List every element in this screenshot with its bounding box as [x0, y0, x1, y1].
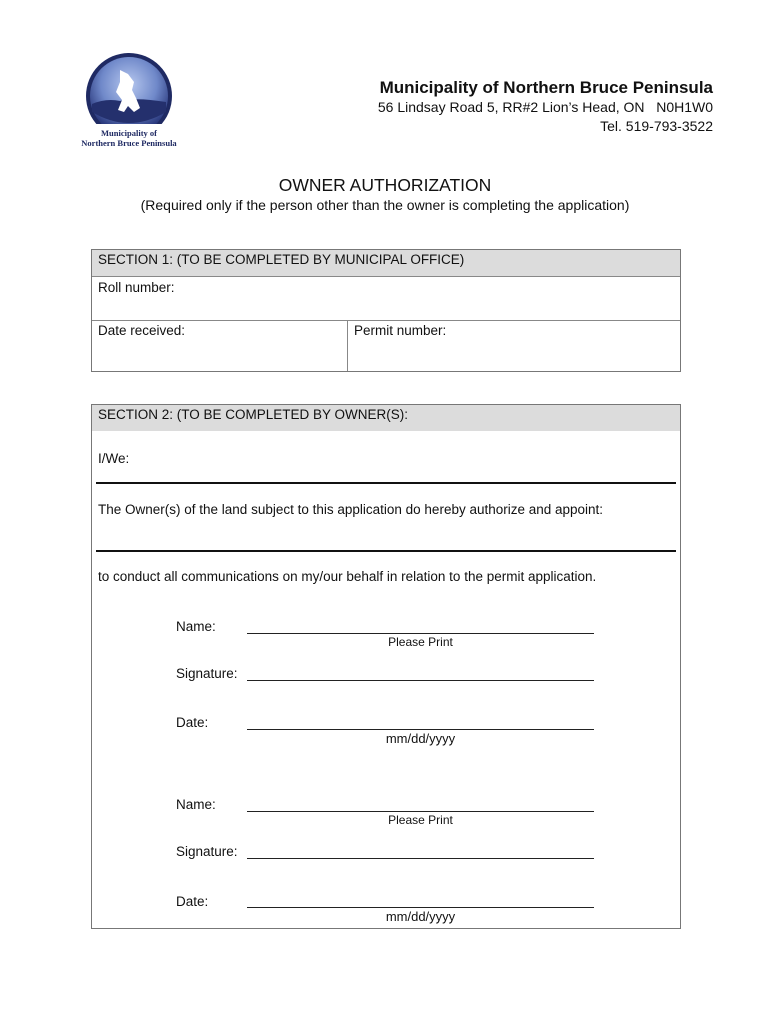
appointee-line[interactable] — [96, 550, 676, 552]
name-label: Name: — [176, 797, 216, 812]
section1-box — [91, 249, 681, 372]
svg-text:Municipality of: Municipality of — [101, 128, 157, 138]
date-format-hint: mm/dd/yyyy — [385, 731, 456, 746]
authorize-text: The Owner(s) of the land subject to this application do hereby authorize and appoint: — [98, 502, 604, 517]
date-format-hint: mm/dd/yyyy — [385, 909, 456, 924]
please-print-hint: Please Print — [388, 813, 453, 827]
section1-heading: SECTION 1: (TO BE COMPLETED BY MUNICIPAL OFFICE) — [92, 250, 680, 277]
permit-number-label: Permit number: — [354, 323, 447, 338]
date-label: Date: — [176, 894, 209, 909]
form-subtitle: (Required only if the person other than the owner is completing the application) — [140, 197, 630, 213]
signature-label: Signature: — [176, 666, 238, 681]
iwe-line[interactable] — [96, 482, 676, 484]
section2-box — [91, 404, 681, 929]
svg-text:Northern Bruce Peninsula: Northern Bruce Peninsula — [81, 138, 177, 148]
org-name: Municipality of Northern Bruce Peninsula — [379, 78, 713, 97]
logo-seal-icon — [76, 52, 182, 152]
org-address: 56 Lindsay Road 5, RR#2 Lion’s Head, ON N0H1W0 — [377, 99, 713, 115]
org-info — [378, 78, 713, 136]
roll-number-label: Roll number: — [98, 280, 175, 295]
date-received-label: Date received: — [98, 323, 186, 338]
iwe-label: I/We: — [98, 451, 130, 466]
org-phone: Tel. 519-793-3522 — [600, 118, 713, 134]
name-label: Name: — [176, 619, 216, 634]
section2-heading: SECTION 2: (TO BE COMPLETED BY OWNER(S): — [92, 405, 680, 431]
municipality-logo — [76, 52, 182, 152]
signature-label: Signature: — [176, 844, 238, 859]
divider — [347, 320, 348, 371]
please-print-hint: Please Print — [388, 635, 453, 649]
signature-field[interactable] — [247, 858, 594, 860]
date-label: Date: — [176, 715, 209, 730]
conduct-text: to conduct all communications on my/our behalf in relation to the permit application. — [98, 569, 597, 584]
signature-field[interactable] — [247, 680, 594, 682]
divider — [92, 320, 680, 321]
form-title: OWNER AUTHORIZATION — [278, 175, 492, 195]
